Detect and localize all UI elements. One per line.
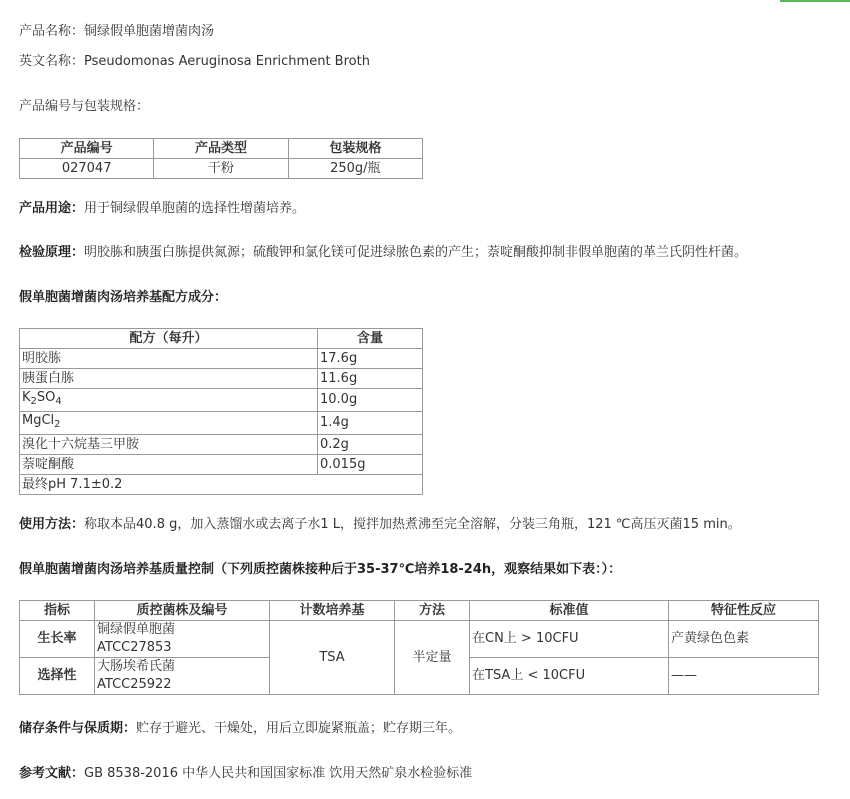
principle-line [19, 244, 747, 262]
standard-cell: 在TSA上 < 10CFU [470, 658, 669, 695]
strain-name: 铜绿假单胞菌 [97, 622, 176, 637]
table-header: 配方（每升） [20, 329, 318, 349]
spec-table [19, 138, 423, 179]
formula-table [19, 328, 423, 495]
usage-label: 产品用途： [19, 201, 85, 216]
storage-text: 贮存于避光、干燥处，用后立即旋紧瓶盖；贮存期三年。 [136, 721, 462, 736]
formula-subscript: 2 [54, 419, 61, 430]
table-header: 产品编号 [20, 139, 154, 159]
storage-line [19, 720, 461, 738]
storage-label: 储存条件与保质期： [19, 721, 137, 736]
ingredient-amount: 17.6g [318, 349, 423, 369]
table-row [20, 389, 423, 412]
ingredient-amount: 1.4g [318, 412, 423, 435]
table-header: 标准值 [470, 601, 669, 621]
strain-code: ATCC25922 [97, 677, 172, 692]
table-cell: 干粉 [154, 159, 288, 179]
formula-heading: 假单胞菌增菌肉汤培养基配方成分： [19, 290, 228, 305]
ingredient-amount: 0.2g [318, 435, 423, 455]
strain-code: ATCC27853 [97, 640, 172, 655]
usage-line [19, 200, 305, 218]
table-row [20, 455, 423, 475]
table-header: 方法 [395, 601, 470, 621]
indicator-cell: 生长率 [20, 621, 95, 658]
reference-label: 参考文献： [19, 766, 85, 781]
ingredient-name: 萘啶酮酸 [20, 455, 318, 475]
table-cell: 250g/瓶 [288, 159, 422, 179]
table-row [20, 349, 423, 369]
table-header: 计数培养基 [270, 601, 395, 621]
strain-cell [95, 658, 270, 695]
ingredient-amount: 10.0g [318, 389, 423, 412]
ph-footer: 最终pH 7.1±0.2 [20, 475, 423, 495]
table-row [20, 621, 819, 658]
ingredient-amount: 11.6g [318, 369, 423, 389]
top-bar [0, 0, 850, 2]
code-spec-heading: 产品编号与包装规格： [19, 99, 150, 114]
reference-text: GB 8538-2016 中华人民共和国国家标准 饮用天然矿泉水检验标准 [84, 766, 473, 781]
method-line [19, 516, 741, 534]
indicator-cell: 选择性 [20, 658, 95, 695]
table-row [20, 159, 423, 179]
ingredient-name [20, 412, 318, 435]
table-cell: 027047 [20, 159, 154, 179]
table-row [20, 369, 423, 389]
ingredient-name: 胰蛋白胨 [20, 369, 318, 389]
product-name-label: 产品名称： [19, 24, 85, 39]
table-header-row [20, 139, 423, 159]
strain-cell [95, 621, 270, 658]
english-name-line [19, 53, 370, 71]
product-name: 铜绿假单胞菌增菌肉汤 [84, 24, 215, 39]
reaction-cell: 产黄绿色色素 [669, 621, 819, 658]
english-name: Pseudomonas Aeruginosa Enrichment Broth [84, 54, 370, 69]
principle-text: 明胶胨和胰蛋白胨提供氮源；硫酸钾和氯化镁可促进绿脓色素的产生；萘啶酮酸抑制非假单胞菌的革兰氏阴性杆菌。 [84, 245, 748, 260]
table-row [20, 412, 423, 435]
method-label: 使用方法： [19, 517, 85, 532]
qc-heading: 假单胞菌增菌肉汤培养基质量控制（下列质控菌株接种后于35-37℃培养18-24h，观察结果如下表：）： [19, 562, 622, 577]
method-cell: 半定量 [395, 621, 470, 695]
reaction-cell: —— [669, 658, 819, 695]
table-header: 产品类型 [154, 139, 288, 159]
ingredient-name: 明胶胨 [20, 349, 318, 369]
principle-label: 检验原理： [19, 245, 85, 260]
table-header: 特征性反应 [669, 601, 819, 621]
formula-part: SO [36, 390, 56, 405]
product-name-line [19, 23, 214, 41]
table-header-row [20, 329, 423, 349]
formula-part: K [22, 390, 31, 405]
method-text: 称取本品40.8 g，加入蒸馏水或去离子水1 L，搅拌加热煮沸至完全溶解，分装三角瓶，121 ℃高压灭菌15 min。 [84, 517, 741, 532]
formula-part: MgCl [22, 413, 55, 428]
table-row [20, 475, 423, 495]
accent-strip [780, 0, 850, 2]
table-header: 含量 [318, 329, 423, 349]
table-row [20, 435, 423, 455]
medium-cell: TSA [270, 621, 395, 695]
formula-subscript: 2 [30, 396, 37, 407]
ingredient-amount: 0.015g [318, 455, 423, 475]
formula-subscript: 4 [55, 396, 62, 407]
table-header: 指标 [20, 601, 95, 621]
qc-table [19, 600, 819, 695]
table-header: 包装规格 [288, 139, 422, 159]
reference-line [19, 765, 472, 783]
standard-cell: 在CN上 > 10CFU [470, 621, 669, 658]
table-header-row [20, 601, 819, 621]
ingredient-name: 溴化十六烷基三甲胺 [20, 435, 318, 455]
english-name-label: 英文名称： [19, 54, 85, 69]
table-header: 质控菌株及编号 [95, 601, 270, 621]
ingredient-name [20, 389, 318, 412]
strain-name: 大肠埃希氏菌 [97, 659, 176, 674]
usage-text: 用于铜绿假单胞菌的选择性增菌培养。 [84, 201, 306, 216]
